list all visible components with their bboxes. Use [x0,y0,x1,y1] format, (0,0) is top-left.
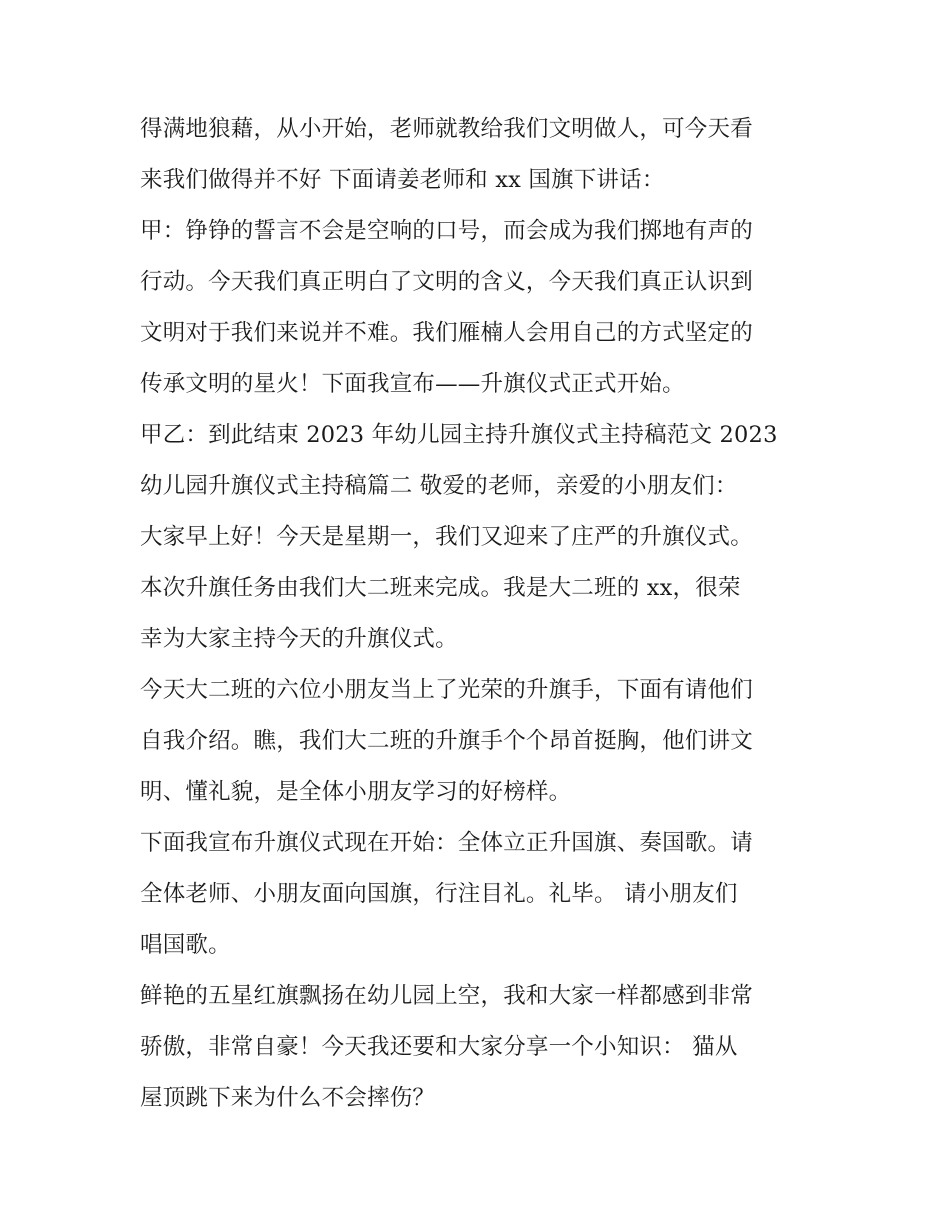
text-line: 来我们做得并不好 下面请姜老师和 xx 国旗下讲话： [140,167,665,193]
text-line: 骄傲，非常自豪！今天我还要和大家分享一个小知识： 猫从 [140,1034,738,1060]
text-line: 幼儿园升旗仪式主持稿篇二 敬爱的老师，亲爱的小朋友们： [140,473,738,499]
text-line: 文明对于我们来说并不难。我们雁楠人会用自己的方式坚定的 [140,320,753,346]
text-line: 明、懂礼貌，是全体小朋友学习的好榜样。 [140,779,572,805]
text-line: 下面我宣布升旗仪式现在开始：全体立正升国旗、奏国歌。请 [140,830,753,856]
text-line: 甲：铮铮的誓言不会是空响的口号，而会成为我们掷地有声的 [140,218,753,244]
text-line: 全体老师、小朋友面向国旗，行注目礼。礼毕。 请小朋友们 [140,881,738,907]
text-line: 今天大二班的六位小朋友当上了光荣的升旗手，下面有请他们 [140,677,753,703]
text-line: 幸为大家主持今天的升旗仪式。 [140,626,458,652]
text-line: 得满地狼藉，从小开始，老师就教给我们文明做人，可今天看 [140,116,753,142]
text-line: 自我介绍。瞧，我们大二班的升旗手个个昂首挺胸，他们讲文 [140,728,753,754]
text-line: 甲乙：到此结束 2023 年幼儿园主持升旗仪式主持稿范文 2023 [140,422,778,448]
text-line: 唱国歌。 [140,932,231,958]
text-line: 鲜艳的五星红旗飘扬在幼儿园上空，我和大家一样都感到非常 [140,983,753,1009]
document-body [140,104,820,1124]
text-line: 行动。今天我们真正明白了文明的含义，今天我们真正认识到 [140,269,753,295]
text-line: 大家早上好！今天是星期一，我们又迎来了庄严的升旗仪式。 [140,524,753,550]
text-line: 传承文明的星火！下面我宣布——升旗仪式正式开始。 [140,371,685,397]
text-line: 屋顶跳下来为什么不会摔伤？ [140,1085,436,1111]
text-line: 本次升旗任务由我们大二班来完成。我是大二班的 xx，很荣 [140,575,741,601]
